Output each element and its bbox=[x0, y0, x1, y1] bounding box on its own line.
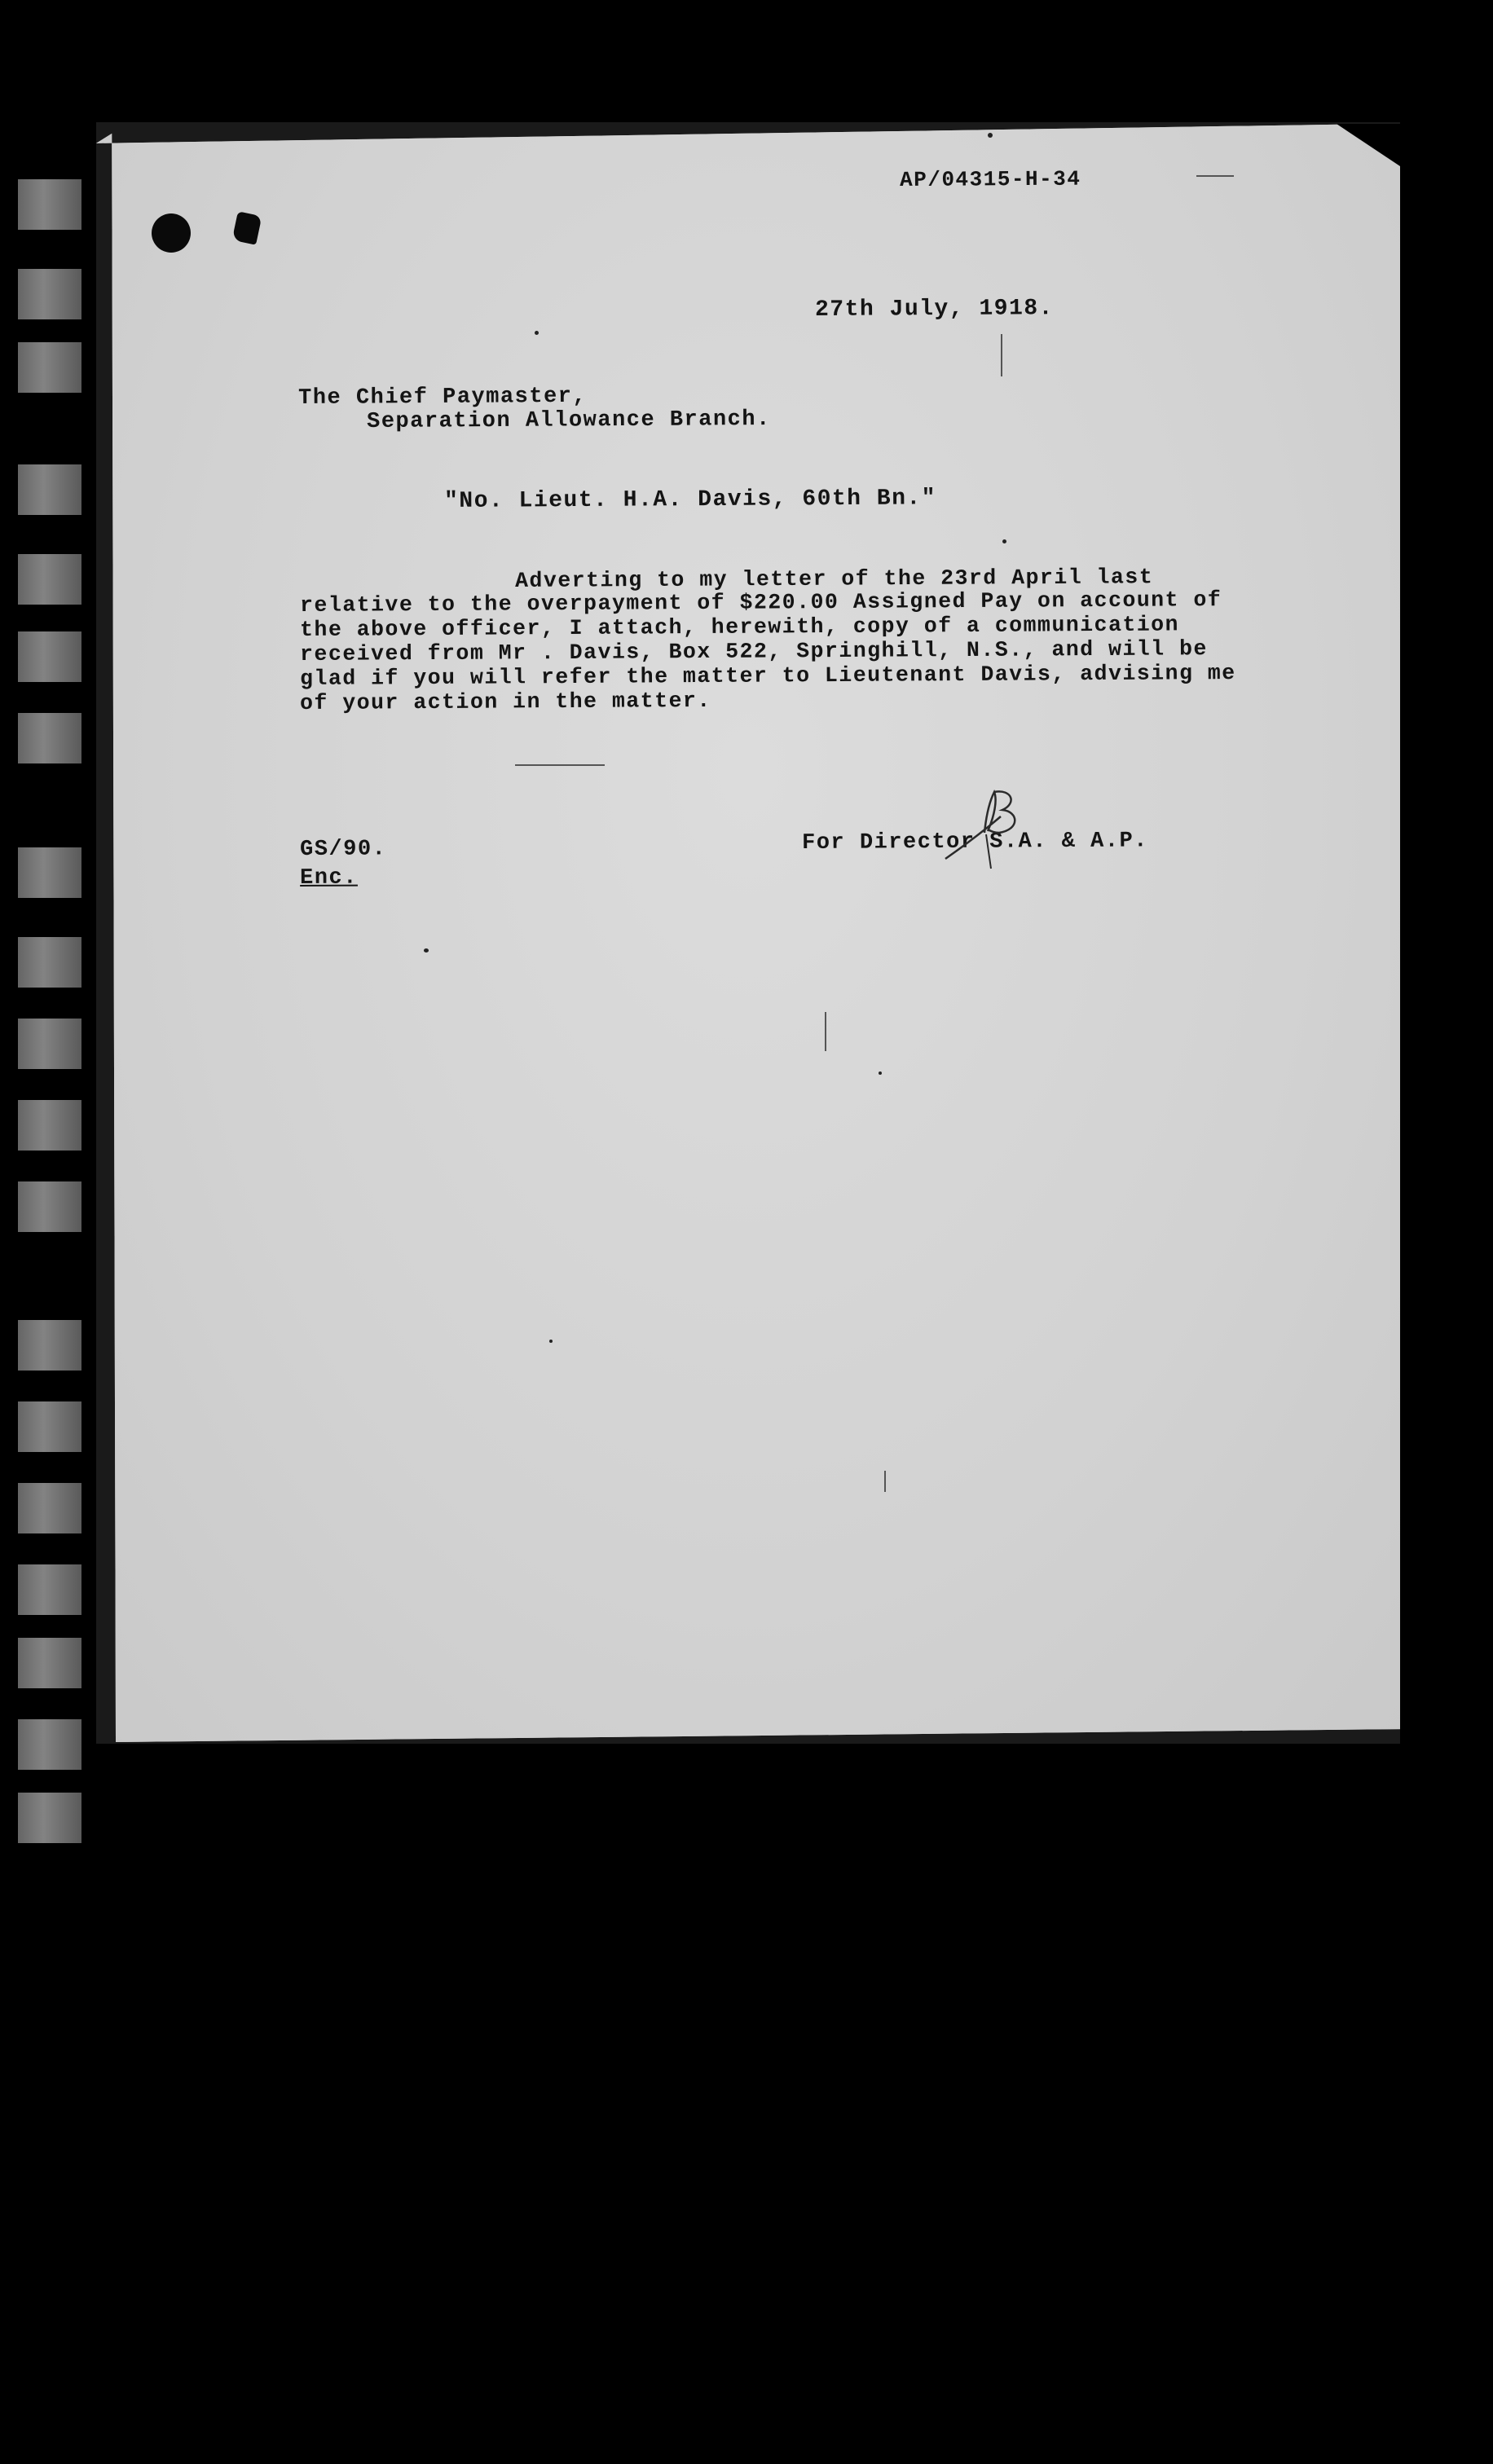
film-perforation bbox=[18, 1401, 81, 1452]
scan-artifact bbox=[884, 1471, 886, 1492]
film-perforation bbox=[18, 554, 81, 605]
enclosure-note: Enc. bbox=[300, 865, 358, 891]
ink-speck bbox=[879, 1071, 882, 1075]
film-perforation bbox=[18, 713, 81, 763]
reference-number: AP/04315-H-34 bbox=[900, 166, 1081, 192]
film-perforation bbox=[18, 1719, 81, 1770]
file-reference: GS/90. bbox=[300, 837, 387, 862]
addressee-line: Separation Allowance Branch. bbox=[367, 407, 771, 434]
body-line: glad if you will refer the matter to Lieutenant Davis, advising me bbox=[300, 660, 1236, 691]
body-line: received from Mr . Davis, Box 522, Springhill, N.S., and will be bbox=[300, 636, 1208, 667]
addressee-line: The Chief Paymaster, bbox=[298, 384, 588, 411]
film-perforation bbox=[18, 464, 81, 515]
film-perforation bbox=[18, 1019, 81, 1069]
ink-speck bbox=[424, 948, 429, 953]
ink-speck bbox=[988, 133, 993, 138]
body-line: of your action in the matter. bbox=[300, 688, 711, 715]
punch-hole bbox=[152, 213, 191, 253]
film-perforation bbox=[18, 342, 81, 393]
film-perforation bbox=[18, 1483, 81, 1533]
letter-page bbox=[96, 124, 1400, 1742]
film-perforation bbox=[18, 1181, 81, 1232]
film-perforation bbox=[18, 1100, 81, 1151]
body-line: the above officer, I attach, herewith, copy of a communication bbox=[300, 612, 1180, 642]
scan-artifact bbox=[515, 764, 605, 766]
scan-artifact bbox=[825, 1012, 826, 1051]
body-line: Adverting to my letter of the 23rd April last bbox=[515, 565, 1154, 593]
subject-line: "No. Lieut. H.A. Davis, 60th Bn." bbox=[444, 486, 937, 514]
ink-speck bbox=[535, 331, 539, 335]
signature-block: For Director S.A. & A.P. bbox=[802, 829, 1149, 856]
letter-date: 27th July, 1918. bbox=[815, 296, 1055, 323]
scan-artifact bbox=[1001, 334, 1002, 376]
film-perforation bbox=[18, 847, 81, 898]
film-perforation bbox=[18, 1564, 81, 1615]
ink-speck bbox=[1002, 539, 1006, 543]
film-perforation bbox=[18, 631, 81, 682]
film-perforation bbox=[18, 269, 81, 319]
ink-speck bbox=[549, 1340, 553, 1343]
film-strip-edge bbox=[18, 179, 83, 1858]
handwritten-initials bbox=[937, 784, 1035, 873]
film-perforation bbox=[18, 1793, 81, 1843]
film-perforation bbox=[18, 937, 81, 988]
film-perforation bbox=[18, 1320, 81, 1371]
film-perforation bbox=[18, 1638, 81, 1688]
body-line: relative to the overpayment of $220.00 Assigned Pay on account of bbox=[300, 587, 1222, 618]
scan-artifact bbox=[1196, 175, 1234, 177]
film-perforation bbox=[18, 179, 81, 230]
